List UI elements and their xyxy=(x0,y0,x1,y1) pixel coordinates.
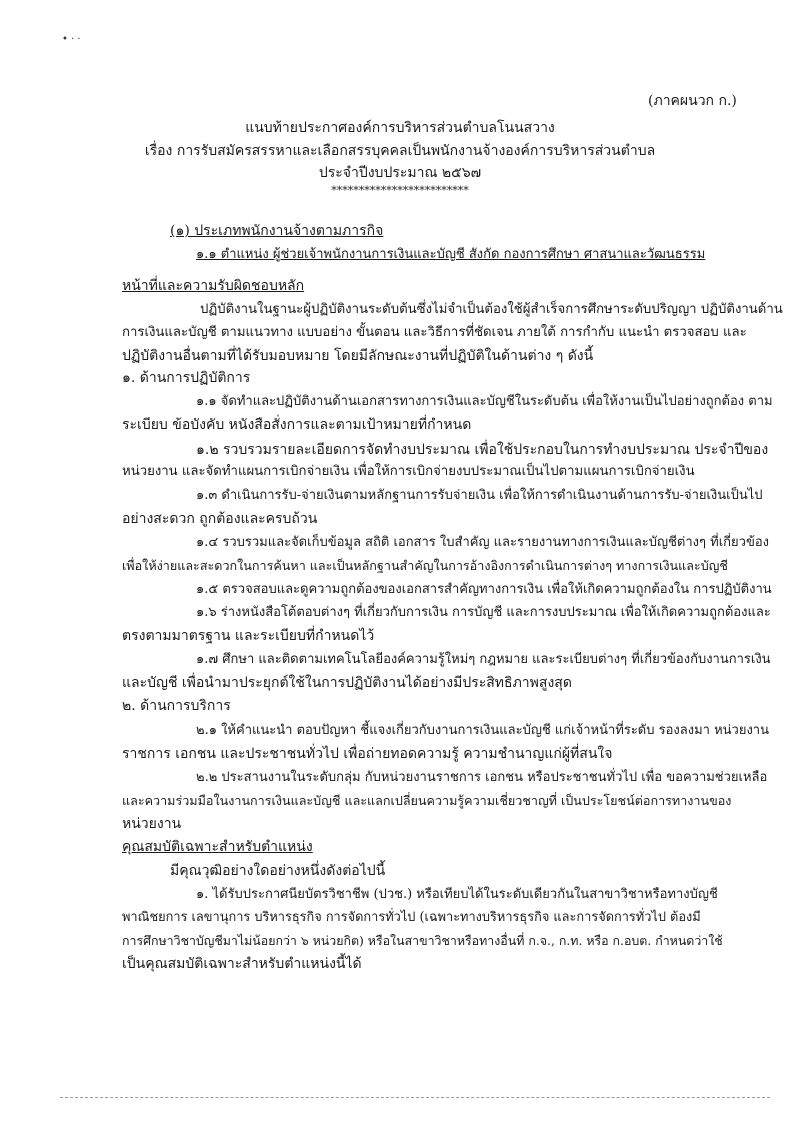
services-heading: ๒. ด้านการบริการ xyxy=(122,698,231,714)
svc-item: หน่วยงาน xyxy=(122,816,182,832)
qual-item: มีคุณวุฒิอย่างใดอย่างหนึ่งดังต่อไปนี้ xyxy=(170,863,386,879)
scan-marks: • · · xyxy=(62,34,81,45)
header-stars: ************************* xyxy=(331,184,469,197)
position-heading: ๑.๑ ตำแหน่ง ผู้ช่วยเจ้าพนักงานการเงินและบัญชี สังกัด กองการศึกษา ศาสนาและวัฒนธรรม xyxy=(196,247,706,262)
ops-item: เพื่อให้ง่ายและสะดวกในการค้นหา และเป็นหลักฐานสำคัญในการอ้างอิงการดำเนินการต่างๆ ทางการเงินและบัญชี xyxy=(122,558,728,573)
ops-item: ๑.๔ รวบรวมและจัดเก็บข้อมูล สถิติ เอกสาร ใบสำคัญ และรายงานทางการเงินและบัญชีต่างๆ ที่เกี่ยวข้อง xyxy=(196,535,769,550)
ops-item: ๑.๖ ร่างหนังสือโต้ตอบต่างๆ ที่เกี่ยวกับการเงิน การบัญชี และการงบประมาณ เพื่อให้เกิดความถูกต้องและ xyxy=(196,605,771,620)
header-line-2: เรื่อง การรับสมัครสรรหาและเลือกสรรบุคคลเป็นพนักงานจ้างองค์การบริหารส่วนตำบล xyxy=(144,143,656,159)
employee-type-heading: (๑) ประเภทพนักงานจ้างตามภารกิจ xyxy=(170,223,384,239)
duties-heading: หน้าที่และความรับผิดชอบหลัก xyxy=(122,278,305,294)
intro-line-2: การเงินและบัญชี ตามแนวทาง แบบอย่าง ขั้นตอน และวิธีการที่ชัดเจน ภายใต้ การกำกับ แนะนำ ตรวจสอบ และ xyxy=(122,325,747,340)
qual-item: ๑. ได้รับประกาศนียบัตรวิชาชีพ (ปวช.) หรือเทียบได้ในระดับเดียวกันในสาขาวิชาหรือทางบัญชี xyxy=(196,887,718,902)
ops-item: ระเบียบ ข้อบังคับ หนังสือสั่งการและตามเป้าหมายที่กำหนด xyxy=(122,417,472,433)
qual-item: การศึกษาวิชาบัญชีมาไม่น้อยกว่า ๖ หน่วยกิต) หรือในสาขาวิชาหรือทางอื่นที่ ก.จ., ก.ท. หรือ ก.อบต. กำหนดว่าใช้ xyxy=(122,933,723,948)
appendix-label: (ภาคผนวก ก.) xyxy=(648,93,737,109)
ops-item: อย่างสะดวก ถูกต้องและครบถ้วน xyxy=(122,511,318,527)
ops-item: และบัญชี เพื่อนำมาประยุกต์ใช้ในการปฏิบัติงานได้อย่างมีประสิทธิภาพสูงสุด xyxy=(122,675,572,691)
operations-heading: ๑. ด้านการปฏิบัติการ xyxy=(122,370,251,386)
svc-item: และความร่วมมือในงานการเงินและบัญชี และแลกเปลี่ยนความรู้ความเชี่ยวชาญที่ เป็นประโยชน์ต่อการทางานของ xyxy=(122,793,732,808)
svc-item: ๒.๒ ประสานงานในระดับกลุ่ม กับหน่วยงานราชการ เอกชน หรือประชาชนทั่วไป เพื่อ ขอความช่วยเหลือ xyxy=(196,770,768,785)
ops-item: ๑.๗ ศึกษา และติดตามเทคโนโลยีองค์ความรู้ใหม่ๆ กฎหมาย และระเบียบต่างๆ ที่เกี่ยวข้องกับงานการเงิน xyxy=(196,652,771,667)
qual-item: เป็นคุณสมบัติเฉพาะสำหรับตำแหน่งนี้ได้ xyxy=(122,956,362,972)
intro-line-1: ปฏิบัติงานในฐานะผู้ปฏิบัติงานระดับต้นซึ่งไม่จำเป็นต้องใช้ผู้สำเร็จการศึกษาระดับปริญญา ปฏิบัติงานด้าน xyxy=(200,302,783,317)
ops-item: ตรงตามมาตรฐาน และระเบียบที่กำหนดไว้ xyxy=(122,628,375,644)
ops-item: ๑.๕ ตรวจสอบและดูความถูกต้องของเอกสารสำคัญทางการเงิน เพื่อให้เกิดความถูกต้องใน การปฏิบัติงาน xyxy=(196,582,772,597)
scan-bottom-rule xyxy=(60,1097,770,1098)
svc-item: ๒.๑ ให้คำแนะนำ ตอบปัญหา ชี้แจงเกี่ยวกับงานการเงินและบัญชี แก่เจ้าหน้าที่ระดับ รองลงมา หน่วยงาน xyxy=(196,723,769,738)
ops-item: ๑.๒ รวบรวมรายละเอียดการจัดทำงบประมาณ เพื่อใช้ประกอบในการทำงบประมาณ ประจำปีของ xyxy=(196,442,769,458)
header-line-1: แนบท้ายประกาศองค์การบริหารส่วนตำบลโนนสวาง xyxy=(245,120,555,136)
ops-item: หน่วยงาน และจัดทำแผนการเบิกจ่ายเงิน เพื่อให้การเบิกจ่ายงบประมาณเป็นไปตามแผนการเบิกจ่ายเงิน xyxy=(122,464,695,479)
ops-item: ๑.๓ ดำเนินการรับ-จ่ายเงินตามหลักฐานการรับจ่ายเงิน เพื่อให้การดำเนินงานด้านการรับ-จ่ายเงินเป็นไป xyxy=(196,488,763,503)
svc-item: ราชการ เอกชน และประชาชนทั่วไป เพื่อถ่ายทอดความรู้ ความชำนาญแก่ผู้ที่สนใจ xyxy=(122,746,613,762)
qual-item: พาณิชยการ เลขานุการ บริหารธุรกิจ การจัดการทั่วไป (เฉพาะทางบริหารธุรกิจ และการจัดการทั่วไป ต้องมี xyxy=(122,910,701,925)
intro-line-3: ปฏิบัติงานอื่นตามที่ได้รับมอบหมาย โดยมีลักษณะงานที่ปฏิบัติในด้านต่าง ๆ ดังนี้ xyxy=(122,348,594,364)
ops-item: ๑.๑ จัดทำและปฏิบัติงานด้านเอกสารทางการเงินและบัญชีในระดับต้น เพื่อให้งานเป็นไปอย่างถูกต้อง ตาม xyxy=(196,394,773,409)
qualifications-heading: คุณสมบัติเฉพาะสำหรับตำแหน่ง xyxy=(122,839,313,855)
header-line-3: ประจำปีงบประมาณ ๒๕๖๗ xyxy=(318,165,482,181)
